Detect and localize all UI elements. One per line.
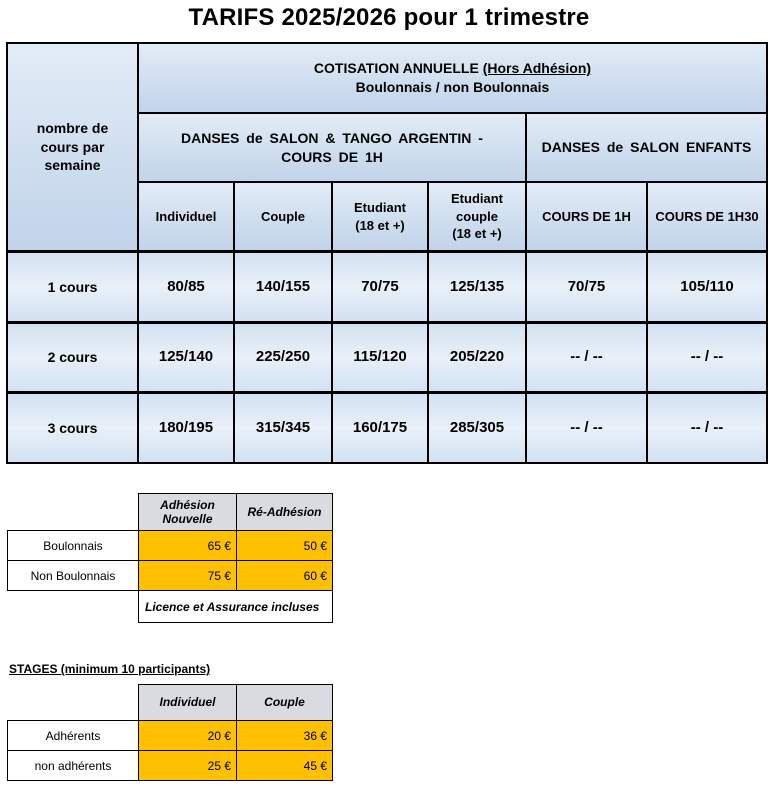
col-header-line1: COURS DE 1H30 [655,208,759,224]
col-header-individuel [139,183,233,250]
price-cell: 70/75 [527,253,646,321]
col-header-cours-1h30 [648,183,766,250]
stages-value: 45 € [236,750,333,781]
row-header-label: nombre de cours par semaine [8,44,137,250]
stages-value: 25 € [138,750,237,781]
col-header-etudiant-couple [429,183,525,250]
stages-header-individuel: Individuel [138,684,237,721]
row-label-3-cours: 3 cours [8,394,137,462]
adhesion-row-label: Boulonnais [7,530,139,561]
tariff-table [6,42,768,464]
stages-value: 36 € [236,720,333,751]
col-header-etudiant [333,183,427,250]
price-cell: -- / -- [527,324,646,391]
row-label-2-cours: 2 cours [8,324,137,391]
page-title: TARIFS 2025/2026 pour 1 trimestre [188,4,590,31]
price-cell: 115/120 [333,324,427,391]
adhesion-value: 65 € [138,530,237,561]
stages-row-label: Adhérents [7,720,139,751]
price-cell: -- / -- [648,394,766,462]
adhesion-header-nouvelle: Adhésion Nouvelle [138,493,237,531]
col-header-line1: Etudiant [354,199,406,215]
adhesion-value: 60 € [236,560,333,591]
col-header-line2: (18 et +) [452,226,502,242]
price-cell: 225/250 [235,324,331,391]
price-cell: 315/345 [235,394,331,462]
price-cell: 105/110 [648,253,766,321]
cotisation-hors-adhesion: (Hors Adhésion) [482,60,592,77]
price-cell: 205/220 [429,324,525,391]
price-cell: -- / -- [648,324,766,391]
price-cell: -- / -- [527,394,646,462]
group-header-adults: DANSES de SALON & TANGO ARGENTIN - COURS DE 1H [139,114,525,181]
price-cell: 125/135 [429,253,525,321]
col-header-line1: COURS DE 1H [542,208,631,224]
stages-header-couple: Couple [236,684,333,721]
stages-title: STAGES (minimum 10 participants) [9,662,211,676]
price-cell: 285/305 [429,394,525,462]
col-header-couple [235,183,331,250]
cotisation-header [139,44,766,112]
adhesion-note: Licence et Assurance incluses [138,590,333,623]
col-header-line2: (18 et +) [355,217,405,233]
col-header-line1: Couple [260,208,306,224]
price-cell: 140/155 [235,253,331,321]
adhesion-row-label: Non Boulonnais [7,560,139,591]
col-header-cours-1h [527,183,646,250]
price-cell: 70/75 [333,253,427,321]
adhesion-header-readhesion: Ré-Adhésion [236,493,333,531]
price-cell: 125/140 [139,324,233,391]
price-cell: 80/85 [139,253,233,321]
stages-value: 20 € [138,720,237,751]
price-cell: 160/175 [333,394,427,462]
adhesion-value: 75 € [138,560,237,591]
adhesion-value: 50 € [236,530,333,561]
cotisation-title: COTISATION ANNUELLE [313,60,479,77]
price-cell: 180/195 [139,394,233,462]
group-header-children: DANSES de SALON ENFANTS [527,114,766,181]
col-header-line1: Etudiant couple [451,191,503,224]
cotisation-subtitle: Boulonnais / non Boulonnais [355,79,550,95]
stages-row-label: non adhérents [7,750,139,781]
row-label-1-cours: 1 cours [8,253,137,321]
col-header-line1: Individuel [155,208,217,224]
